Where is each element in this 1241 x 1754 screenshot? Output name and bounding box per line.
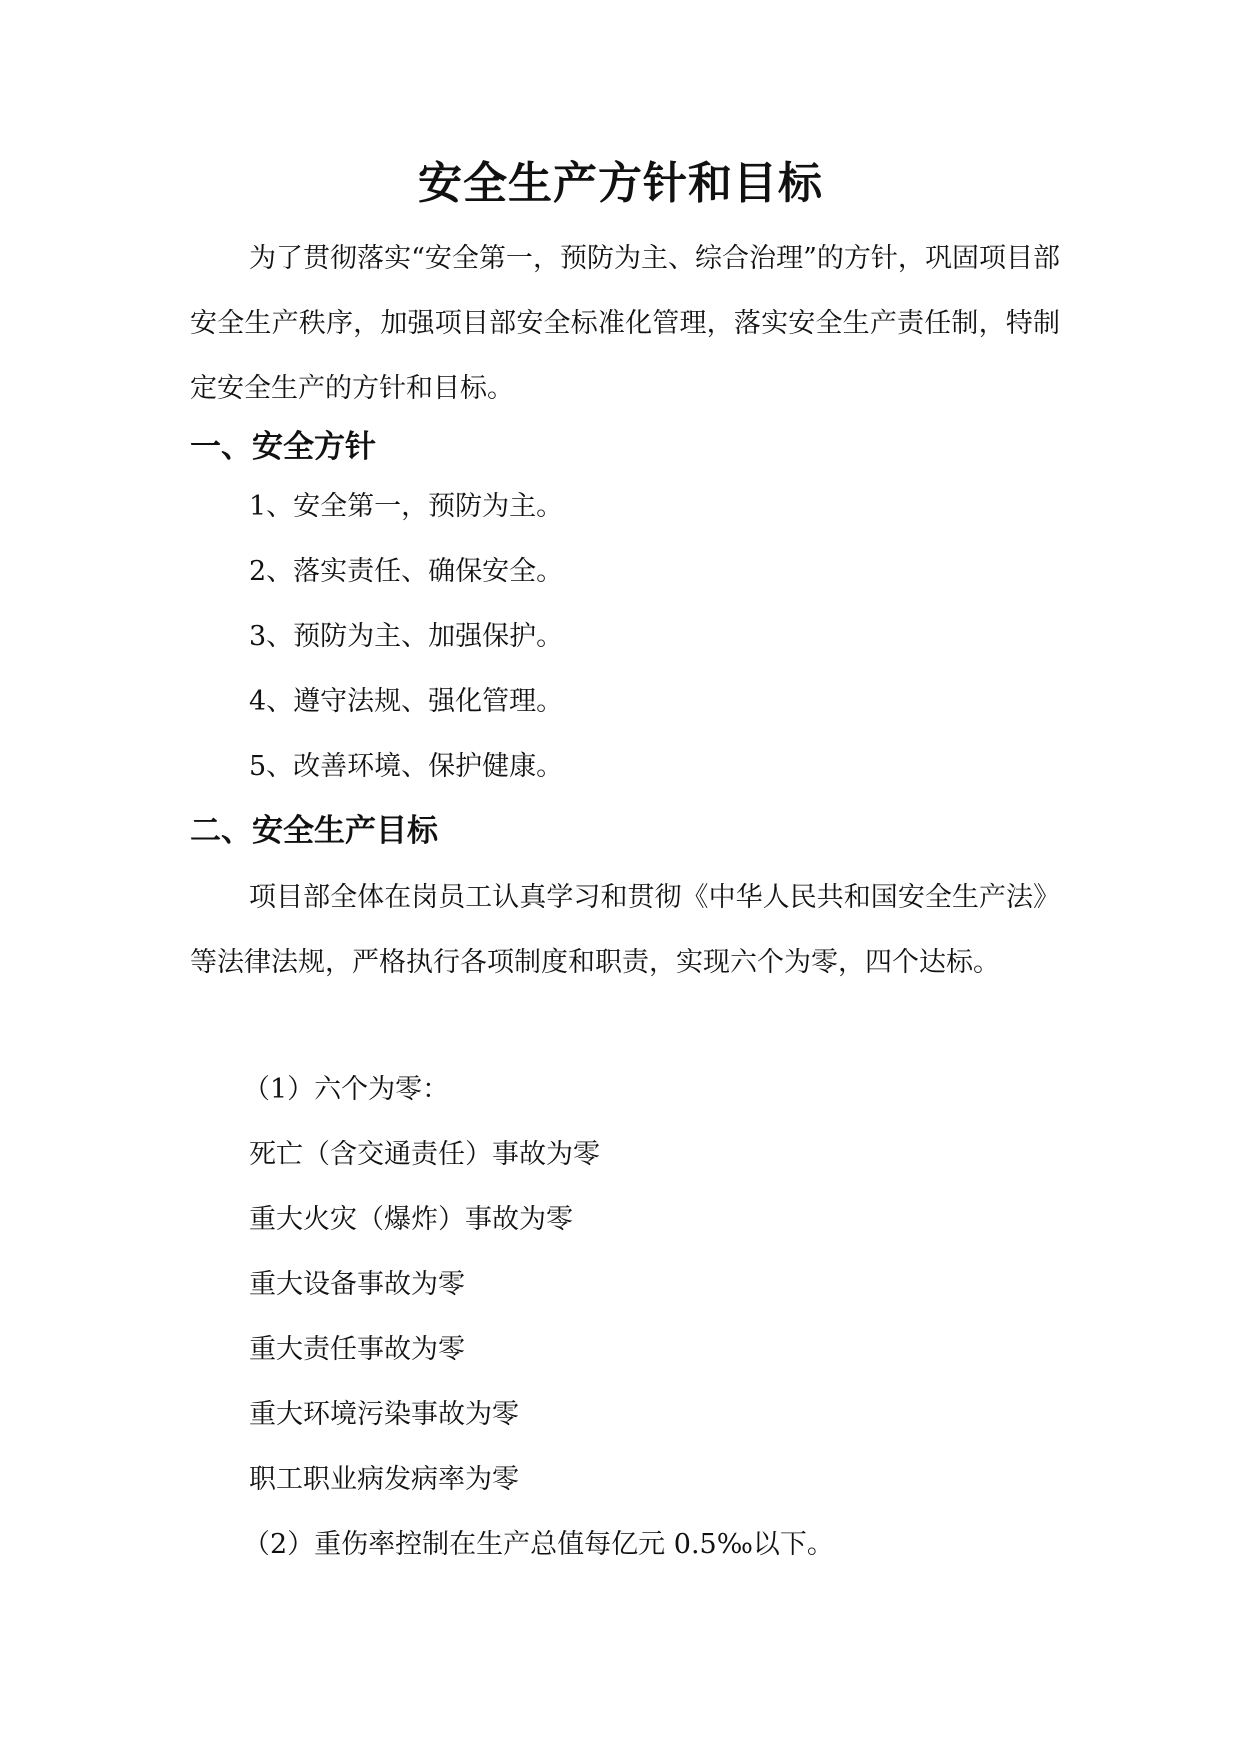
zero-target-3: 重大设备事故为零 (249, 1269, 465, 1300)
zero-target-2: 重大火灾（爆炸）事故为零 (249, 1204, 573, 1235)
policy-item-4: 4、遵守法规、强化管理。 (249, 686, 564, 717)
zero-target-1: 死亡（含交通责任）事故为零 (249, 1139, 600, 1170)
zero-target-4: 重大责任事故为零 (249, 1334, 465, 1365)
zero-target-6: 职工职业病发病率为零 (249, 1464, 519, 1495)
document-title: 安全生产方针和目标 (418, 158, 823, 209)
sub-item-2-label: （2）重伤率控制在生产总值每亿元 0.5‰以下。 (243, 1529, 834, 1560)
section-2-paragraph: 项目部全体在岗员工认真学习和贯彻《中华人民共和国安全生产法》等法律法规，严格执行各项制度和职责，实现六个为零，四个达标。 (190, 882, 1060, 978)
intro-paragraph: 为了贯彻落实“安全第一，预防为主、综合治理”的方针，巩固项目部安全生产秩序，加强项目部安全标准化管理，落实安全生产责任制，特制定安全生产的方针和目标。 (190, 243, 1060, 404)
policy-item-1: 1、安全第一，预防为主。 (249, 491, 564, 522)
section-1-heading: 一、安全方针 (190, 429, 376, 465)
section-2-heading: 二、安全生产目标 (190, 813, 438, 849)
policy-item-3: 3、预防为主、加强保护。 (249, 621, 564, 652)
zero-target-5: 重大环境污染事故为零 (249, 1399, 519, 1430)
policy-item-2: 2、落实责任、确保安全。 (249, 556, 564, 587)
sub-item-1-label: （1）六个为零： (243, 1074, 450, 1105)
policy-item-5: 5、改善环境、保护健康。 (249, 751, 564, 782)
